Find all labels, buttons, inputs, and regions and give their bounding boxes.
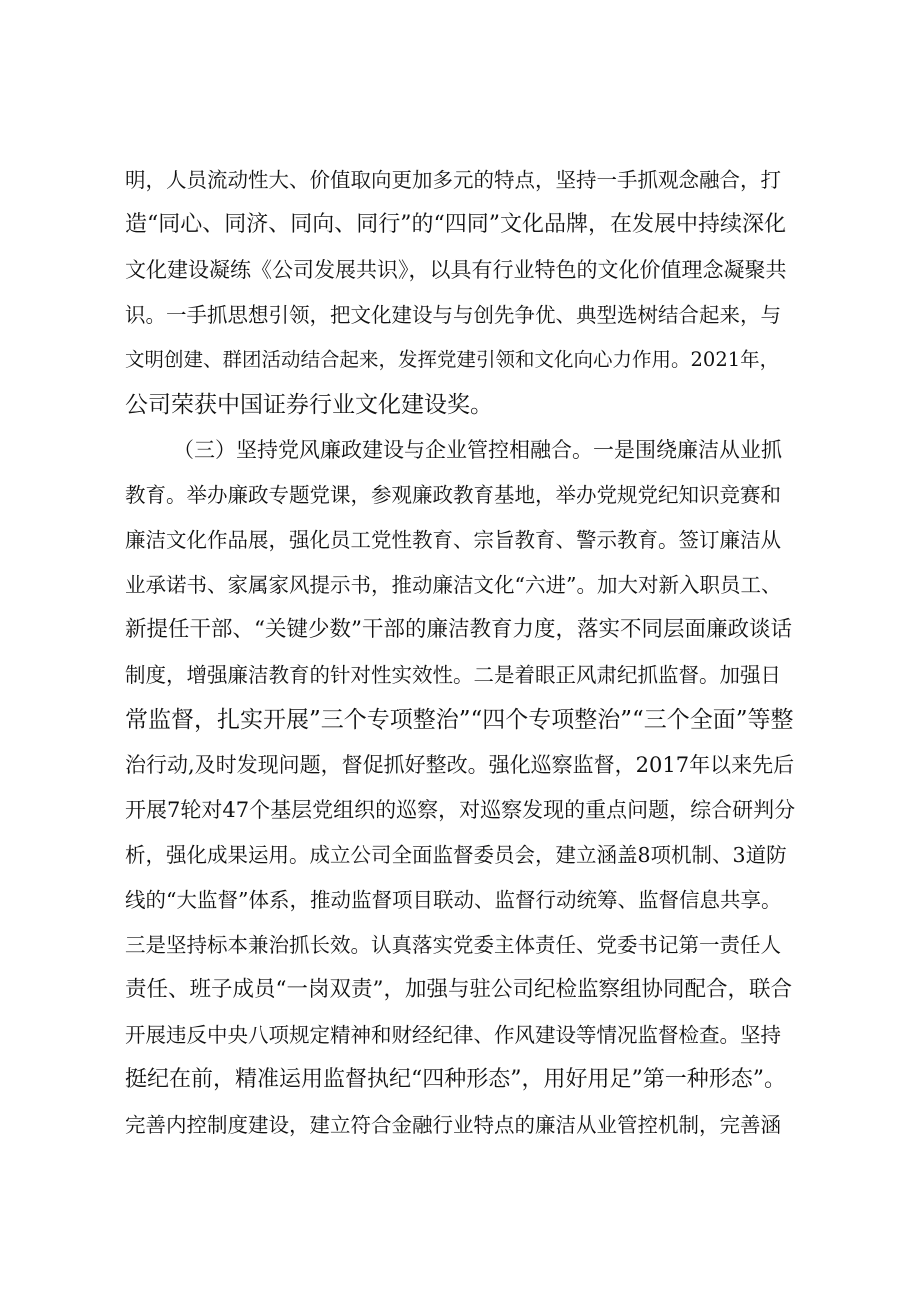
text-line: 常监督，扎实开展”三个专项整治”“四个专项整治”“三个全面”等整 xyxy=(125,707,794,733)
text-line: 三是坚持标本兼治抓长效。认真落实党委主体责任、党委书记第一责任人 xyxy=(125,933,781,957)
text-line: 公司荣获中国证券行业文化建设奖。 xyxy=(125,392,493,418)
text-line: 开展7轮对47个基层党组织的巡察，对巡察发现的重点问题，综合研判分 xyxy=(125,798,796,822)
text-line: 造“同心、同济、同向、同行”的“四同”文化品牌，在发展中持续深化 xyxy=(125,212,786,237)
text-line: 识。一手抓思想引领，把文化建设与与创先争优、典型选树结合起来，与 xyxy=(125,303,781,327)
text-line: 文化建设凝练《公司发展共识》，以具有行业特色的文化价值理念凝聚共 xyxy=(125,258,787,282)
text-line: 文明创建、群团活动结合起来，发挥党建引领和文化向心力作用。2021年， xyxy=(125,348,780,371)
text-line: 完善内控制度建设，建立符合金融行业特点的廉洁从业管控机制，完善涵 xyxy=(125,1113,781,1137)
text-line: 责任、班子成员“一岗双责”，加强与驻公司纪检监察组协同配合，联合 xyxy=(125,977,792,1002)
text-line: 业承诺书、家属家风提示书，推动廉洁文化“六进”。加大对新入职员工、 xyxy=(125,573,782,597)
text-line: 廉洁文化作品展，强化员工党性教育、宗旨教育、警示教育。签订廉洁从 xyxy=(125,528,781,552)
text-line: 治行动,及时发现问题，督促抓好整改。强化巡察监督，2017年以来先后 xyxy=(125,753,795,777)
text-line: 开展违反中央八项规定精神和财经纪律、作风建设等情况监督检查。坚持 xyxy=(125,1023,781,1047)
text-line: 制度，增强廉洁教育的针对性实效性。二是着眼正风肃纪抓监督。加强日 xyxy=(125,663,781,687)
text-line: 教育。举办廉政专题党课，参观廉政教育基地，举办党规党纪知识竞赛和 xyxy=(125,483,781,507)
section-heading-line: （三）坚持党风廉政建设与企业管控相融合。一是围绕廉洁从业抓 xyxy=(173,438,782,462)
text-line: 线的“大监督”体系，推动监督项目联动、监督行动统筹、监督信息共享。 xyxy=(125,888,782,912)
text-line: 挺纪在前，精准运用监督执纪“四种形态”，用好用足”第一种形态”。 xyxy=(125,1067,786,1092)
text-line: 新提任干部、“关键少数”干部的廉洁教育力度，落实不同层面廉政谈话 xyxy=(125,617,792,642)
text-line: 明，人员流动性大、价值取向更加多元的特点，坚持一手抓观念融合，打 xyxy=(125,168,781,192)
text-line: 析，强化成果运用。成立公司全面监督委员会，建立涵盖8项机制、3道防 xyxy=(125,843,787,867)
